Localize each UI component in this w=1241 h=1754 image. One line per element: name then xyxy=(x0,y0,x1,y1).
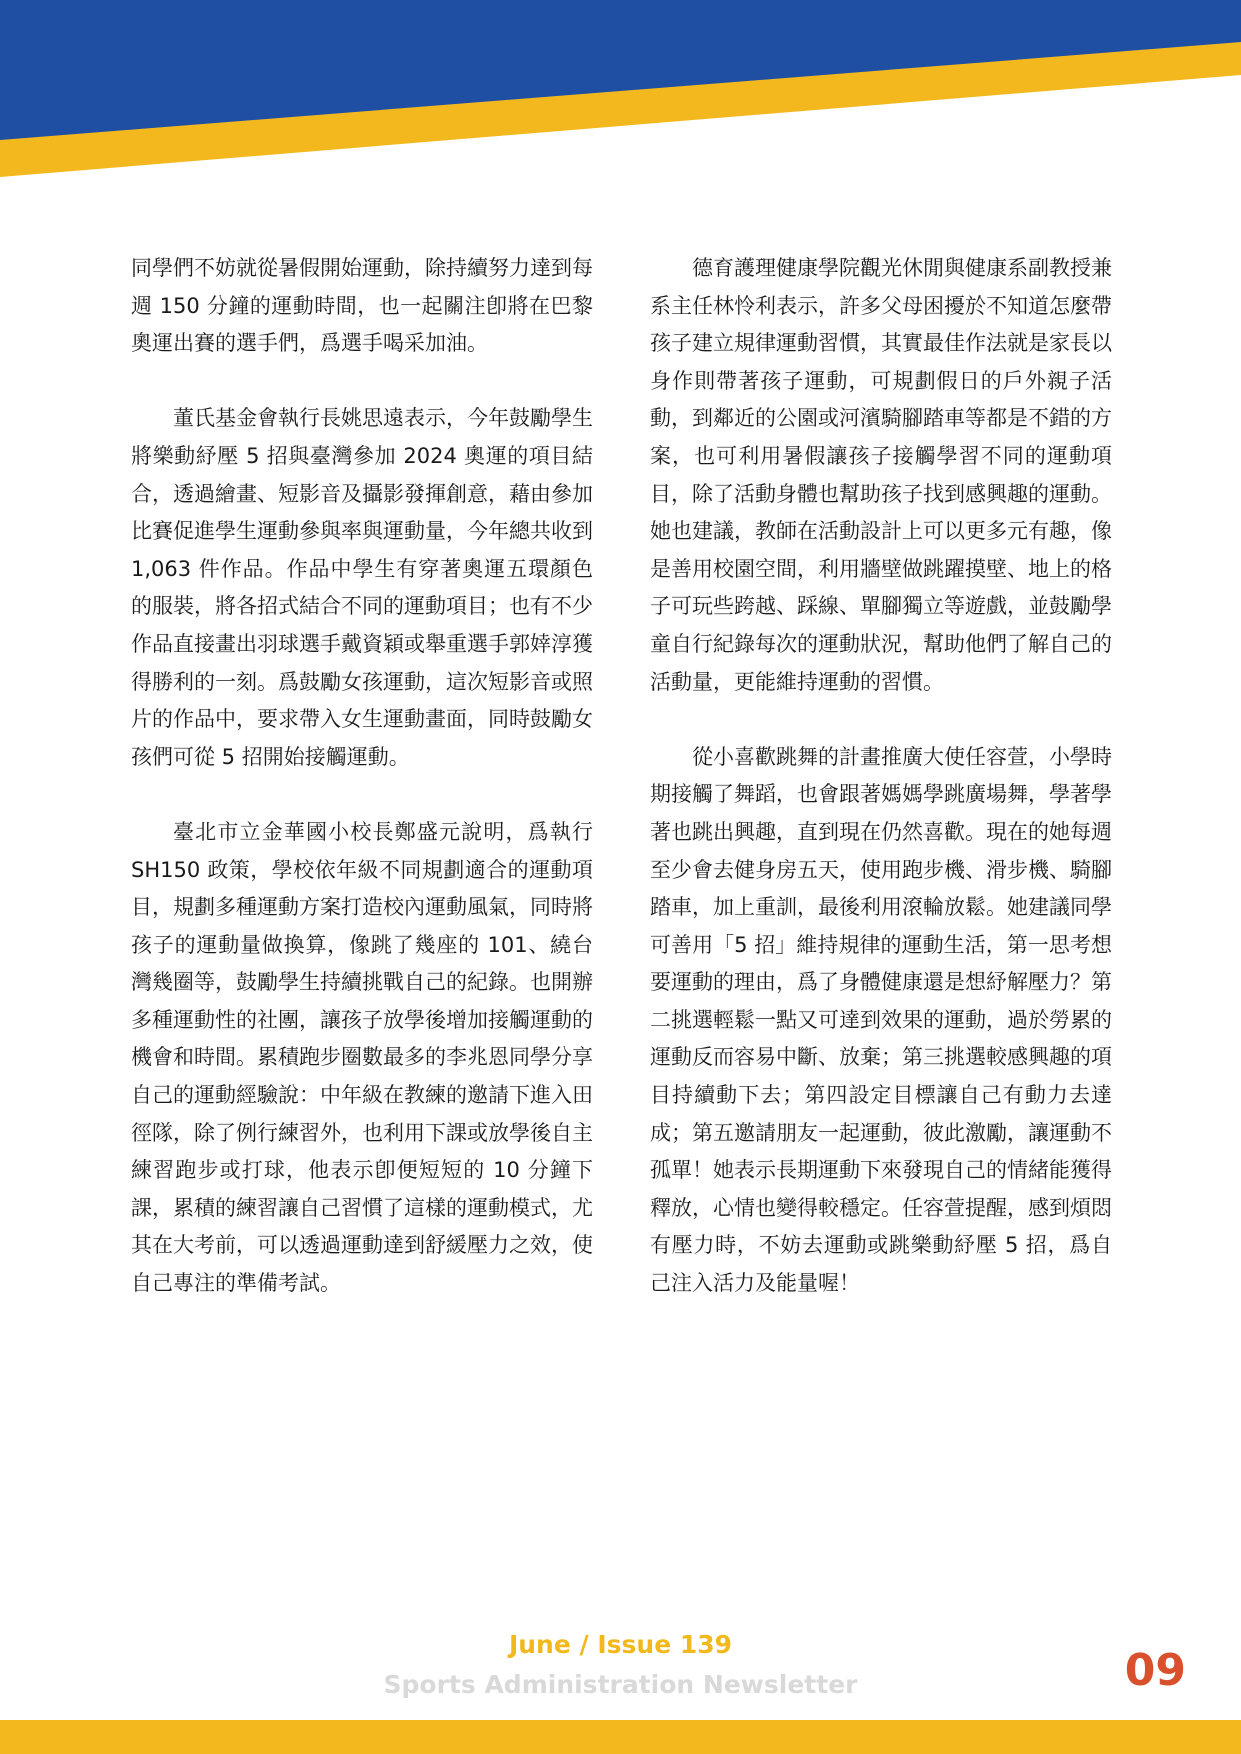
paragraph: 德育護理健康學院觀光休閒與健康系副教授兼系主任林怜利表示，許多父母困擾於不知道怎麼帶孩子建立規律運動習慣，其實最佳作法就是家長以身作則帶著孩子運動，可規劃假日的戶外親子活動，到鄰近的公園或河濱騎腳踏車等都是不錯的方案，也可利用暑假讓孩子接觸學習不同的運動項目，除了活動身體也幫助孩子找到感興趣的運動。她也建議，教師在活動設計上可以更多元有趣，像是善用校園空間，利用牆壁做跳躍摸壁、地上的格子可玩些跨越、踩線、單腳獨立等遊戲，並鼓勵學童自行紀錄每次的運動狀況，幫助他們了解自己的活動量，更能維持運動的習慣。 xyxy=(650,256,1112,694)
page-number: 09 xyxy=(1124,1645,1186,1696)
article-column-left xyxy=(131,250,593,1340)
footer-bar xyxy=(0,1720,1241,1754)
footer-newsletter-title: Sports Administration Newsletter xyxy=(383,1670,858,1699)
footer-issue: June / Issue 139 xyxy=(508,1630,733,1659)
paragraph: 董氏基金會執行長姚思遠表示，今年鼓勵學生將樂動紓壓 5 招與臺灣參加 2024 奧運的項目結合，透過繪畫、短影音及攝影發揮創意，藉由參加比賽促進學生運動參與率與運動量，今年總共收到 1,063 件作品。作品中學生有穿著奧運五環顏色的服裝，將各招式結合不同的運動項目；也有不少作品直接畫出羽球選手戴資穎或舉重選手郭婞淳獲得勝利的一刻。爲鼓勵女孩運動，這次短影音或照片的作品中，要求帶入女生運動畫面，同時鼓勵女孩們可從 5 招開始接觸運動。 xyxy=(131,406,593,769)
paragraph: 從小喜歡跳舞的計畫推廣大使任容萱，小學時期接觸了舞蹈，也會跟著媽媽學跳廣場舞，學著學著也跳出興趣，直到現在仍然喜歡。現在的她每週至少會去健身房五天，使用跑步機、滑步機、騎腳踏車，加上重訓，最後利用滾輪放鬆。她建議同學可善用「5 招」維持規律的運動生活，第一思考想要運動的理由，爲了身體健康還是想紓解壓力？第二挑選輕鬆一點又可達到效果的運動，過於勞累的運動反而容易中斷、放棄；第三挑選較感興趣的項目持續動下去；第四設定目標讓自己有動力去達成；第五邀請朋友一起運動，彼此激勵，讓運動不孤單！她表示長期運動下來發現自己的情緒能獲得釋放，心情也變得較穩定。任容萱提醒，感到煩悶有壓力時，不妨去運動或跳樂動紓壓 5 招，爲自己注入活力及能量喔！ xyxy=(650,744,1112,1296)
article-column-right xyxy=(650,250,1112,1340)
paragraph: 臺北市立金華國小校長鄭盛元說明，爲執行 SH150 政策，學校依年級不同規劃適合的運動項目，規劃多種運動方案打造校內運動風氣，同時將孩子的運動量做換算，像跳了幾座的 101、繞台灣幾圈等，鼓勵學生持續挑戰自己的紀錄。也開辦多種運動性的社團，讓孩子放學後增加接觸運動的機會和時間。累積跑步圈數最多的李兆恩同學分享自己的運動經驗說：中年級在教練的邀請下進入田徑隊，除了例行練習外，也利用下課或放學後自主練習跑步或打球，他表示卽便短短的 10 分鐘下課，累積的練習讓自己習慣了這樣的運動模式，尤其在大考前，可以透過運動達到舒緩壓力之效，使自己專注的準備考試。 xyxy=(131,819,593,1296)
header-banner xyxy=(0,0,1241,180)
paragraph: 同學們不妨就從暑假開始運動，除持續努力達到每週 150 分鐘的運動時間，也一起關注卽將在巴黎奧運出賽的選手們，爲選手喝采加油。 xyxy=(131,256,593,356)
